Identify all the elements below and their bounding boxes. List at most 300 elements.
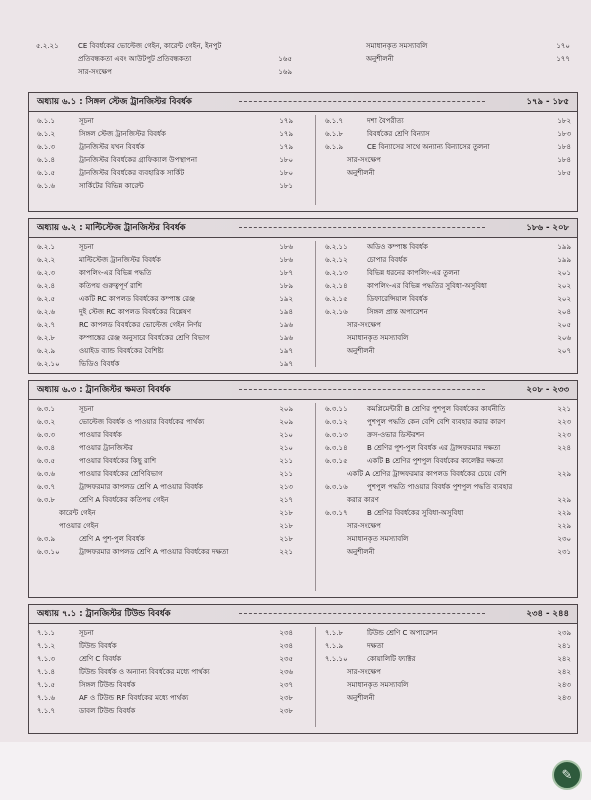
entry-number: ৬.১.২: [37, 130, 56, 138]
entry-number: ৬.২.৩: [37, 269, 56, 277]
entry-title: সার-সংক্ষেপ: [347, 522, 381, 530]
entry-page: ১৮৫: [557, 169, 571, 177]
entry-page: ১৮১: [279, 182, 293, 190]
entry-title: ডিফারেন্সিয়াল বিবর্ধক: [367, 295, 428, 303]
publisher-logo-icon: ✎: [552, 760, 582, 790]
entry-title: বিবর্ধকের শ্রেণি বিন্যাস: [367, 130, 430, 138]
entry-number: ৬.১.৩: [37, 143, 56, 151]
toc-entry: [325, 332, 571, 345]
entry-title: B শ্রেণির পুশ-পুল বিবর্ধক এর ট্রান্সফরমার দক্ষতা: [367, 444, 501, 452]
entry-number: ৭.১.৬: [37, 694, 56, 702]
entry-title: ক্রস-ওভার ডিস্টরশন: [367, 431, 425, 439]
left-column: [37, 115, 293, 193]
entry-title: ট্রান্সফরমার কাপলড শ্রেণি A পাওয়ার বিবর্ধক: [79, 483, 203, 491]
chapter-section: [28, 218, 578, 374]
chapter-heading-bar: [29, 219, 577, 238]
left-column: [37, 627, 293, 718]
entry-number: ৬.৩.১৪: [325, 444, 348, 452]
entry-number: ৬.৩.৩: [37, 431, 56, 439]
entry-page: ২৩৮: [279, 707, 293, 715]
toc-entry: [325, 254, 571, 267]
entry-number: ৭.১.৮: [325, 629, 344, 637]
top-left-entries: [36, 40, 292, 79]
dotted-leader: [239, 227, 485, 228]
toc-entry: [37, 640, 293, 653]
entry-page: ২১১: [279, 470, 293, 478]
entry-page: ২৪১: [557, 642, 571, 650]
toc-entry: [37, 254, 293, 267]
entry-page: ১৮৯: [279, 282, 293, 290]
entry-page: ২০৬: [557, 334, 571, 342]
toc-entry: [37, 332, 293, 345]
entry-title: ডাবল টিউন্ড বিবর্ধক: [79, 707, 136, 715]
entry-number: ৬.৩.১৫: [325, 457, 348, 465]
entry-title: শ্রেণি A পুশ-পুল বিবর্ধক: [79, 535, 145, 543]
chapter-section: [28, 604, 578, 734]
entry-title: B শ্রেণির বিবর্ধকের সুবিধা-অসুবিধা: [367, 509, 464, 517]
toc-entry: [36, 53, 292, 66]
entry-title: ওয়াইড ব্যান্ড বিবর্ধকের বৈশিষ্ট্য: [79, 347, 164, 355]
toc-entry: [325, 306, 571, 319]
entry-page: ১৭৯: [279, 117, 293, 125]
toc-entry: [37, 692, 293, 705]
entry-title: RC কাপলড বিবর্ধকের ভোল্টেজ গেইন নির্ণয়: [79, 321, 202, 329]
entry-number: ৬.২.৮: [37, 334, 56, 342]
entry-number: ৭.১.৭: [37, 707, 56, 715]
entry-title: সূচনা: [79, 117, 94, 125]
toc-entry: [37, 429, 293, 442]
toc-entry: [37, 546, 293, 559]
entry-page: ২১০: [279, 431, 293, 439]
entry-page: ২৩৭: [279, 681, 293, 689]
toc-entry: [324, 53, 570, 66]
entry-page: ২০৪: [557, 308, 571, 316]
entry-number: ৬.২.১: [37, 243, 56, 251]
right-column: [325, 403, 571, 559]
entry-number: ৬.২.১৪: [325, 282, 348, 290]
toc-entry: [325, 533, 571, 546]
entry-title: শ্রেণি C বিবর্ধক: [79, 655, 122, 663]
entry-number: ৬.৩.৪: [37, 444, 56, 452]
toc-entry: [37, 533, 293, 546]
entry-title: মাল্টিস্টেজ ট্রানজিস্টর বিবর্ধক: [79, 256, 161, 264]
entry-number: ৬.২.৫: [37, 295, 56, 303]
column-divider: [315, 241, 316, 367]
entry-page: ২১০: [279, 444, 293, 452]
chapter-heading: অধ্যায় ৭.১ : ট্রানজিস্টর টিউন্ড বিবর্ধক: [37, 609, 171, 619]
entry-page: ১৮০: [279, 169, 293, 177]
entry-page: ১৯৯: [557, 256, 571, 264]
entry-page: ২১৮: [279, 509, 293, 517]
entry-number: ৬.৩.৯: [37, 535, 56, 543]
entry-number: ৬.৩.৭: [37, 483, 56, 491]
entry-title: সূচনা: [79, 405, 94, 413]
entry-title: ট্রানজিস্টর যখন বিবর্ধক: [79, 143, 145, 151]
toc-entry: [37, 267, 293, 280]
toc-entry: [37, 345, 293, 358]
column-divider: [315, 627, 316, 727]
entry-page: ২০৯: [279, 405, 293, 413]
toc-entry: [37, 403, 293, 416]
toc-entry: [325, 267, 571, 280]
entry-number: ৬.৩.১১: [325, 405, 348, 413]
toc-entry: [325, 679, 571, 692]
entry-page: ২১৩: [279, 483, 293, 491]
entry-page: ১৯৯: [557, 243, 571, 251]
toc-entry: [37, 679, 293, 692]
entry-number: ৬.১.৬: [37, 182, 56, 190]
entry-title: দশা বৈপরীত্য: [367, 117, 404, 125]
entry-page: ১৭৭: [556, 55, 570, 63]
entry-title: একটি A শ্রেণির ট্রান্সফরমার কাপলড বিবর্ধকের চেয়ে বেশি: [347, 470, 507, 478]
entry-page: ২২১: [279, 548, 293, 556]
chapter-heading-bar: [29, 93, 577, 112]
entry-number: ৭.১.১০: [325, 655, 348, 663]
entry-page: ২১৭: [279, 496, 293, 504]
chapter-page-range: ২০৮ - ২৩৩: [526, 385, 569, 395]
entry-number: ৬.৩.২: [37, 418, 56, 426]
chapter-heading: অধ্যায় ৬.৩ : ট্রানজিস্টর ক্ষমতা বিবর্ধক: [37, 385, 171, 395]
chapter-page-range: ২৩৪ - ২৪৪: [526, 609, 569, 619]
entry-page: ২২৯: [557, 522, 571, 530]
entry-page: ২২৩: [557, 418, 571, 426]
toc-entry: [37, 115, 293, 128]
entry-title: পাওয়ার ট্রানজিস্টর: [79, 444, 133, 452]
entry-page: ২১৮: [279, 522, 293, 530]
entry-page: ১৮৬: [279, 256, 293, 264]
toc-entry: [37, 358, 293, 371]
toc-entry: [325, 115, 571, 128]
entry-number: ৬.৩.১৩: [325, 431, 348, 439]
entry-number: ৭.১.৯: [325, 642, 344, 650]
entry-page: ১৯৭: [279, 347, 293, 355]
entry-title: সিঙ্গল প্রান্ত অপারেশন: [367, 308, 428, 316]
column-divider: [315, 115, 316, 205]
toc-entry: [325, 546, 571, 559]
chapter-section: [28, 92, 578, 212]
entry-number: ৬.২.৭: [37, 321, 56, 329]
toc-entry: [37, 666, 293, 679]
toc-entry: [37, 468, 293, 481]
entry-title: ট্রানজিস্টর বিবর্ধকের ব্যবহারিক সার্কিট: [79, 169, 185, 177]
entry-page: ১৮২: [557, 117, 571, 125]
entry-number: ৬.১.৮: [325, 130, 344, 138]
column-divider: [315, 403, 316, 591]
toc-entry: [325, 241, 571, 254]
entry-title: সিঙ্গল টিউন্ড বিবর্ধক: [79, 681, 136, 689]
top-right-entries: [324, 40, 570, 66]
entry-page: ২৪২: [557, 655, 571, 663]
entry-number: ৫.২.২১: [36, 42, 59, 50]
entry-page: ২৪৩: [557, 694, 571, 702]
entry-title: ভোল্টেজ বিবর্ধক ও পাওয়ার বিবর্ধকের পার্থক্য: [79, 418, 205, 426]
entry-number: ৬.৩.৮: [37, 496, 56, 504]
toc-entry: [37, 306, 293, 319]
entry-page: ২১৮: [279, 535, 293, 543]
dotted-leader: [239, 389, 485, 390]
entry-number: ৬.৩.৫: [37, 457, 56, 465]
entry-number: ৬.১.৭: [325, 117, 344, 125]
entry-title: সার-সংক্ষেপ: [347, 321, 381, 329]
entry-page: ২৩১: [557, 548, 571, 556]
entry-number: ৭.১.৪: [37, 668, 56, 676]
entry-page: ২২৯: [557, 496, 571, 504]
entry-title: বিভিন্ন ধরনের কাপলিং-এর তুলনা: [367, 269, 460, 277]
toc-entry: [37, 241, 293, 254]
dotted-leader: [239, 613, 485, 614]
entry-page: ২৩৮: [279, 694, 293, 702]
toc-entry: [325, 653, 571, 666]
entry-page: ১৯২: [279, 295, 293, 303]
entry-title: CE বিবর্ধকের ভোল্টেজ গেইন, কারেন্ট গেইন, ইনপুট: [78, 42, 222, 50]
toc-entry: [325, 455, 571, 468]
entry-page: ১৭৯: [279, 143, 293, 151]
chapter-heading: অধ্যায় ৬.১ : সিঙ্গল স্টেজ ট্রানজিস্টর বিবর্ধক: [37, 97, 192, 107]
entry-title: ট্রানজিস্টর বিবর্ধকের গ্রাফিক্যাল উপস্থাপনা: [79, 156, 197, 164]
entry-title: অনুশীলনী: [347, 169, 375, 177]
toc-entry: [37, 416, 293, 429]
entry-page: ২৩৯: [557, 629, 571, 637]
entry-page: ১৭০: [556, 42, 570, 50]
entry-title: CE বিন্যাসের সাথে অন্যান্য বিন্যাসের তুলনা: [367, 143, 490, 151]
entry-title: সার-সংক্ষেপ: [347, 668, 381, 676]
entry-title: কারেন্ট গেইন: [59, 509, 96, 517]
entry-number: ৬.২.১০: [37, 360, 60, 368]
entry-title: পুশপুল পদ্ধতি কেন বেশি বেশি ব্যবহার করার কারণ: [367, 418, 506, 426]
entry-number: ৬.২.১১: [325, 243, 348, 251]
toc-entry: [37, 180, 293, 193]
right-column: [325, 241, 571, 358]
entry-title: কমপ্লিমেন্টারী B শ্রেণির পুশপুল বিবর্ধকের কার্যনীতি: [367, 405, 506, 413]
entry-number: ৭.১.৫: [37, 681, 56, 689]
entry-title: শ্রেণি A বিবর্ধকের কতিপয় গেইন: [79, 496, 169, 504]
entry-page: ২৪৩: [557, 681, 571, 689]
chapter-page-range: ১৮৬ - ২০৮: [526, 223, 569, 233]
entry-title: পাওয়ার বিবর্ধকের কিছু রাশি: [79, 457, 157, 465]
entry-page: ১৬৯: [278, 68, 292, 76]
entry-number: ৬.৩.১৬: [325, 483, 348, 491]
toc-entry: [37, 167, 293, 180]
toc-entry: [325, 141, 571, 154]
entry-title: AF ও টিউন্ড RF বিবর্ধকের মধ্যে পার্থক্য: [79, 694, 189, 702]
entry-title: একটি RC কাপলড বিবর্ধকের কম্পাঙ্ক রেঞ্জ: [79, 295, 195, 303]
entry-number: ৬.৩.৬: [37, 470, 56, 478]
entry-title: টিউন্ড বিবর্ধক: [79, 642, 117, 650]
entry-number: ৬.১.৪: [37, 156, 56, 164]
entry-title: ভিডিও বিবর্ধক: [79, 360, 120, 368]
entry-number: ৬.২.৬: [37, 308, 56, 316]
toc-entry: [37, 627, 293, 640]
toc-entry: [325, 640, 571, 653]
entry-page: ২০২: [557, 282, 571, 290]
entry-page: ১৯৬: [279, 334, 293, 342]
entry-title: ট্রান্সফরমার কাপলড শ্রেণি A পাওয়ার বিবর্ধকের দক্ষতা: [79, 548, 229, 556]
entry-title: পাওয়ার বিবর্ধক: [79, 431, 122, 439]
entry-number: ৬.৩.১: [37, 405, 56, 413]
entry-page: ১৬৫: [278, 55, 292, 63]
entry-title: করার কারণ: [347, 496, 379, 504]
dotted-leader: [239, 101, 485, 102]
toc-entry: [37, 481, 293, 494]
entry-title: অনুশীলনী: [347, 694, 375, 702]
toc-entry: [37, 705, 293, 718]
toc-entry: [325, 468, 571, 481]
entry-title: পাওয়ার বিবর্ধকের শ্রেণিবিভাগ: [79, 470, 163, 478]
toc-entry: [325, 293, 571, 306]
toc-entry: [36, 40, 292, 53]
toc-entry: [37, 141, 293, 154]
entry-page: ১৮৪: [557, 143, 571, 151]
entry-number: ৬.২.৯: [37, 347, 56, 355]
toc-entry: [37, 128, 293, 141]
entry-title: কাপলিং-এর বিভিন্ন পদ্ধতির সুবিধা-অসুবিধা: [367, 282, 487, 290]
entry-title: কাপলিং-এর বিভিন্ন পদ্ধতি: [79, 269, 152, 277]
toc-entry: [325, 416, 571, 429]
entry-page: ২০৯: [279, 418, 293, 426]
toc-entry: [324, 40, 570, 53]
entry-number: ৭.১.১: [37, 629, 56, 637]
entry-page: ১৮০: [279, 156, 293, 164]
entry-title: সিঙ্গল স্টেজ ট্রানজিস্টর বিবর্ধক: [79, 130, 166, 138]
entry-page: ২২৯: [557, 509, 571, 517]
toc-entry: [325, 494, 571, 507]
toc-entry: [325, 627, 571, 640]
entry-title: প্রতিবন্ধকতা এবং আউটপুট প্রতিবন্ধকতা: [78, 55, 192, 63]
toc-entry: [37, 319, 293, 332]
toc-entry: [37, 494, 293, 507]
entry-title: পুশপুল পদ্ধতি পাওয়ার বিবর্ধক পুশপুল পদ্ধতি ব্যবহার: [367, 483, 513, 491]
entry-page: ২৪২: [557, 668, 571, 676]
entry-title: সমাধানকৃত সমস্যাবলি: [347, 681, 409, 689]
chapter-section: [28, 380, 578, 598]
entry-title: সূচনা: [79, 243, 94, 251]
entry-page: ২০২: [557, 295, 571, 303]
entry-title: অডিও কম্পাঙ্ক বিবর্ধক: [367, 243, 428, 251]
left-column: [37, 241, 293, 371]
toc-entry: [325, 403, 571, 416]
toc-entry: [37, 455, 293, 468]
entry-page: ২১১: [279, 457, 293, 465]
entry-title: অনুশীলনী: [347, 347, 375, 355]
entry-page: ২৩৬: [279, 668, 293, 676]
entry-number: ৭.১.২: [37, 642, 56, 650]
toc-entry: [325, 481, 571, 494]
toc-entry: [325, 692, 571, 705]
toc-entry: [37, 507, 293, 520]
right-column: [325, 627, 571, 705]
bottom-margin: [0, 742, 591, 800]
entry-page: ২২১: [557, 405, 571, 413]
toc-entry: [37, 280, 293, 293]
entry-number: ৬.২.১২: [325, 256, 348, 264]
entry-title: দক্ষতা: [367, 642, 384, 650]
chapter-page-range: ১৭৯ - ১৮৫: [526, 97, 569, 107]
toc-entry: [325, 128, 571, 141]
entry-page: ২০১: [557, 269, 571, 277]
toc-entry: [325, 429, 571, 442]
entry-number: ৬.২.৪: [37, 282, 56, 290]
toc-entry: [325, 345, 571, 358]
entry-page: ২৩৫: [279, 655, 293, 663]
entry-number: ৬.২.১৫: [325, 295, 348, 303]
entry-page: ২৩৪: [279, 629, 293, 637]
entry-page: ১৯৪: [279, 308, 293, 316]
entry-number: ৬.১.৯: [325, 143, 344, 151]
entry-page: ১৭৯: [279, 130, 293, 138]
entry-number: ৬.১.১: [37, 117, 56, 125]
entry-page: ২২৯: [557, 470, 571, 478]
entry-title: টিউন্ড শ্রেণি C অপারেশন: [367, 629, 438, 637]
entry-title: দুই স্টেজ RC কাপলড বিবর্ধকের বিশ্লেষণ: [79, 308, 192, 316]
toc-entry: [37, 520, 293, 533]
entry-number: ৬.২.১৬: [325, 308, 348, 316]
entry-title: চোপার বিবর্ধক: [367, 256, 408, 264]
toc-entry: [325, 507, 571, 520]
entry-page: ২৩৪: [279, 642, 293, 650]
chapter-heading-bar: [29, 381, 577, 400]
entry-title: সার-সংক্ষেপ: [347, 156, 381, 164]
entry-title: সমাধানকৃত সমস্যাবলি: [366, 42, 428, 50]
entry-title: টিউন্ড বিবর্ধক ও অন্যান্য বিবর্ধকের মধ্যে পার্থক্য: [79, 668, 210, 676]
entry-number: ৬.৩.১৭: [325, 509, 348, 517]
entry-page: ১৮৭: [279, 269, 293, 277]
entry-title: পাওয়ার গেইন: [59, 522, 99, 530]
chapter-heading-bar: [29, 605, 577, 624]
toc-entry: [325, 154, 571, 167]
left-column: [37, 403, 293, 559]
toc-entry: [325, 666, 571, 679]
entry-title: সার-সংক্ষেপ: [78, 68, 112, 76]
toc-entry: [325, 520, 571, 533]
entry-page: ১৮৬: [279, 243, 293, 251]
toc-entry: [37, 653, 293, 666]
toc-entry: [37, 293, 293, 306]
entry-number: ৬.১.৫: [37, 169, 56, 177]
entry-number: ৬.২.২: [37, 256, 56, 264]
entry-title: কতিপয় গুরুত্বপূর্ণ রাশি: [79, 282, 143, 290]
entry-title: অনুশীলনী: [366, 55, 394, 63]
entry-number: ৬.২.১৩: [325, 269, 348, 277]
entry-title: কম্পাঙ্কের রেঞ্জ অনুসারে বিবর্ধকের শ্রেণি বিভাগ: [79, 334, 210, 342]
entry-title: সমাধানকৃত সমস্যাবলি: [347, 334, 409, 342]
entry-title: সমাধানকৃত সমস্যাবলি: [347, 535, 409, 543]
entry-title: সার্কিটের বিভিন্ন কারেন্ট: [79, 182, 144, 190]
entry-page: ১৮৩: [557, 130, 571, 138]
entry-title: সূচনা: [79, 629, 94, 637]
entry-title: একটি B শ্রেণির পুশপুল বিবর্ধকের কালেক্টর দক্ষতা: [367, 457, 504, 465]
entry-page: ১৯৬: [279, 321, 293, 329]
toc-entry: [37, 154, 293, 167]
entry-page: ১৯৭: [279, 360, 293, 368]
entry-page: ২২৩: [557, 431, 571, 439]
toc-entry: [325, 442, 571, 455]
entry-number: ৭.১.৩: [37, 655, 56, 663]
toc-entry: [325, 167, 571, 180]
toc-entry: [325, 319, 571, 332]
entry-page: ২৩০: [557, 535, 571, 543]
entry-page: ২২৪: [557, 444, 571, 452]
entry-page: ২০৭: [557, 347, 571, 355]
entry-title: কোয়ালিটি ফ্যাক্টর: [367, 655, 416, 663]
chapter-heading: অধ্যায় ৬.২ : মাল্টিস্টেজ ট্রানজিস্টর বিবর্ধক: [37, 223, 186, 233]
entry-title: অনুশীলনী: [347, 548, 375, 556]
entry-page: ২০৫: [557, 321, 571, 329]
toc-entry: [37, 442, 293, 455]
toc-entry: [36, 66, 292, 79]
right-column: [325, 115, 571, 180]
toc-entry: [325, 280, 571, 293]
entry-number: ৬.৩.১০: [37, 548, 60, 556]
